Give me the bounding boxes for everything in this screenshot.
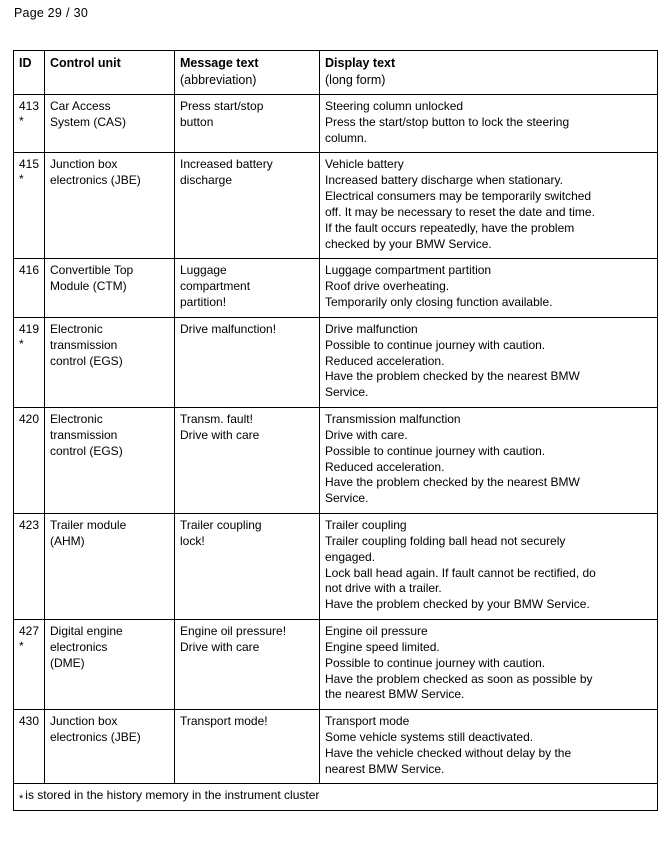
cell-display-text-line: the nearest BMW Service. <box>325 687 465 702</box>
column-header-message-text-sub: (abbreviation) <box>180 72 257 87</box>
fault-id: 416 <box>19 263 40 278</box>
fault-id: 415 <box>19 157 40 172</box>
cell-display-text-line: Have the vehicle checked without delay by the <box>325 745 572 760</box>
cell-display-text-line: Have the problem checked by the nearest BMW <box>325 369 580 384</box>
fault-code-table-wrapper <box>13 50 657 811</box>
cell-display-text-line: Some vehicle systems still deactivated. <box>325 729 534 744</box>
fault-id: 430 <box>19 714 40 729</box>
cell-message-text-line: Engine oil pressure! <box>180 624 287 639</box>
cell-control-unit <box>45 514 175 620</box>
cell-control-unit-line: electronics (JBE) <box>50 729 141 744</box>
cell-control-unit-line: Junction box <box>50 714 118 729</box>
fault-id: 419 <box>19 321 40 336</box>
cell-control-unit <box>45 95 175 153</box>
cell-message-text-line: Drive with care <box>180 639 260 654</box>
cell-message-text-line: Transport mode! <box>180 714 268 729</box>
cell-display-text-line: engaged. <box>325 549 376 564</box>
cell-display-text-line: Vehicle battery <box>325 157 404 172</box>
cell-id <box>14 710 45 784</box>
history-memory-marker: * <box>19 336 24 351</box>
footnote-text: is stored in the history memory in the instrument cluster <box>25 788 320 803</box>
cell-display-text-line: Luggage compartment partition <box>325 263 492 278</box>
cell-control-unit-line: Car Access <box>50 99 111 113</box>
cell-id <box>14 514 45 620</box>
history-memory-marker: * <box>19 638 24 653</box>
footnote-cell <box>14 784 658 811</box>
cell-display-text <box>320 153 658 259</box>
fault-id: 413 <box>19 99 40 113</box>
cell-id <box>14 620 45 710</box>
cell-display-text-line: Trailer coupling <box>325 518 407 533</box>
table-row <box>14 514 658 620</box>
cell-control-unit-line: System (CAS) <box>50 114 127 129</box>
cell-display-text-line: Drive with care. <box>325 427 408 442</box>
page-total-label: 30 <box>73 6 88 20</box>
footnote-marker: * <box>19 793 24 806</box>
page-header <box>14 6 88 20</box>
cell-display-text-line: Temporarily only closing function available. <box>325 295 553 310</box>
cell-display-text-line: Transmission malfunction <box>325 412 461 427</box>
cell-id <box>14 259 45 317</box>
column-header-display-text-main: Display text <box>325 56 396 70</box>
cell-control-unit-line: electronics <box>50 639 108 654</box>
table-body <box>14 95 658 784</box>
column-header-control-unit-main: Control unit <box>50 56 121 70</box>
cell-message-text-line: discharge <box>180 173 233 188</box>
cell-control-unit <box>45 259 175 317</box>
cell-message-text-line: button <box>180 114 214 129</box>
table-row <box>14 259 658 317</box>
column-header-control-unit <box>45 51 175 95</box>
cell-control-unit-line: (AHM) <box>50 533 85 548</box>
cell-control-unit <box>45 710 175 784</box>
cell-message-text <box>175 259 320 317</box>
table-header <box>14 51 658 95</box>
cell-display-text <box>320 259 658 317</box>
cell-display-text-line: Possible to continue journey with caution. <box>325 337 546 352</box>
fault-code-table <box>13 50 658 811</box>
cell-control-unit <box>45 153 175 259</box>
cell-display-text <box>320 710 658 784</box>
cell-control-unit-line: electronics (JBE) <box>50 173 141 188</box>
cell-message-text <box>175 317 320 407</box>
cell-display-text <box>320 408 658 514</box>
cell-message-text-line: Increased battery <box>180 157 273 172</box>
column-header-message-text <box>175 51 320 95</box>
cell-display-text-line: Press the start/stop button to lock the steering <box>325 114 570 129</box>
footnote-row <box>14 784 658 811</box>
cell-message-text-line: Luggage <box>180 263 227 278</box>
cell-display-text-line: If the fault occurs repeatedly, have the problem <box>325 220 575 235</box>
fault-id: 420 <box>19 412 40 427</box>
cell-control-unit-line: control (EGS) <box>50 353 123 368</box>
cell-message-text <box>175 408 320 514</box>
cell-display-text-line: Transport mode <box>325 714 410 729</box>
column-header-display-text-sub: (long form) <box>325 72 386 87</box>
column-header-id-main: ID <box>19 56 32 70</box>
cell-message-text-line: partition! <box>180 295 227 310</box>
column-header-id <box>14 51 45 95</box>
table-row <box>14 710 658 784</box>
table-header-row <box>14 51 658 95</box>
table-row <box>14 153 658 259</box>
column-header-message-text-main: Message text <box>180 56 259 70</box>
cell-control-unit-line: transmission <box>50 427 118 442</box>
cell-display-text-line: Trailer coupling folding ball head not securely <box>325 533 566 548</box>
cell-display-text-line: Increased battery discharge when stationary. <box>325 173 563 188</box>
cell-control-unit-line: Convertible Top <box>50 263 134 278</box>
cell-display-text-line: Electrical consumers may be temporarily switched <box>325 189 592 204</box>
cell-display-text-line: checked by your BMW Service. <box>325 236 492 251</box>
cell-display-text-line: Reduced acceleration. <box>325 353 445 368</box>
cell-message-text-line: Transm. fault! <box>180 412 253 427</box>
cell-display-text-line: Service. <box>325 491 369 506</box>
cell-display-text-line: Reduced acceleration. <box>325 459 445 474</box>
cell-message-text-line: Drive malfunction! <box>180 321 277 336</box>
cell-control-unit-line: transmission <box>50 337 118 352</box>
cell-message-text-line: Drive with care <box>180 427 260 442</box>
cell-display-text-line: Have the problem checked as soon as possible by <box>325 671 593 686</box>
cell-message-text-line: lock! <box>180 533 205 548</box>
cell-control-unit-line: (DME) <box>50 655 85 670</box>
cell-display-text-line: Engine speed limited. <box>325 639 440 654</box>
cell-control-unit-line: Digital engine <box>50 624 123 639</box>
cell-message-text-line: Press start/stop <box>180 99 264 113</box>
cell-control-unit <box>45 408 175 514</box>
cell-display-text-line: nearest BMW Service. <box>325 761 445 776</box>
page-separator: / <box>65 6 70 20</box>
cell-control-unit-line: control (EGS) <box>50 443 123 458</box>
cell-message-text <box>175 95 320 153</box>
cell-message-text-line: Trailer coupling <box>180 518 262 533</box>
cell-control-unit-line: Electronic <box>50 321 103 336</box>
cell-message-text <box>175 514 320 620</box>
cell-id <box>14 95 45 153</box>
cell-control-unit <box>45 317 175 407</box>
cell-control-unit-line: Module (CTM) <box>50 279 127 294</box>
cell-display-text-line: Steering column unlocked <box>325 99 464 113</box>
cell-display-text-line: Engine oil pressure <box>325 624 428 639</box>
table-row <box>14 95 658 153</box>
cell-message-text <box>175 620 320 710</box>
cell-id <box>14 153 45 259</box>
cell-id <box>14 317 45 407</box>
history-memory-marker: * <box>19 172 24 187</box>
cell-display-text <box>320 95 658 153</box>
table-row <box>14 317 658 407</box>
cell-display-text-line: Drive malfunction <box>325 321 418 336</box>
cell-display-text-line: Have the problem checked by the nearest BMW <box>325 475 580 490</box>
cell-display-text <box>320 620 658 710</box>
cell-display-text-line: Possible to continue journey with caution. <box>325 655 546 670</box>
cell-message-text <box>175 153 320 259</box>
cell-message-text <box>175 710 320 784</box>
cell-display-text <box>320 317 658 407</box>
page-number-label: Page 29 <box>14 6 62 20</box>
column-header-display-text <box>320 51 658 95</box>
cell-control-unit <box>45 620 175 710</box>
cell-control-unit-line: Trailer module <box>50 518 127 533</box>
fault-id: 427 <box>19 624 40 639</box>
table-row <box>14 620 658 710</box>
cell-display-text-line: Service. <box>325 385 369 400</box>
cell-control-unit-line: Electronic <box>50 412 103 427</box>
cell-message-text-line: compartment <box>180 279 251 294</box>
cell-display-text-line: column. <box>325 130 368 145</box>
cell-display-text-line: Lock ball head again. If fault cannot be rectified, do <box>325 565 596 580</box>
cell-display-text-line: Possible to continue journey with caution. <box>325 443 546 458</box>
table-footer <box>14 784 658 811</box>
cell-display-text-line: Have the problem checked by your BMW Service. <box>325 597 590 612</box>
history-memory-marker: * <box>19 113 24 128</box>
table-row <box>14 408 658 514</box>
fault-id: 423 <box>19 518 40 533</box>
cell-display-text-line: off. It may be necessary to reset the date and time. <box>325 204 595 219</box>
cell-display-text-line: not drive with a trailer. <box>325 581 442 596</box>
cell-display-text <box>320 514 658 620</box>
cell-display-text-line: Roof drive overheating. <box>325 279 450 294</box>
cell-control-unit-line: Junction box <box>50 157 118 172</box>
cell-id <box>14 408 45 514</box>
